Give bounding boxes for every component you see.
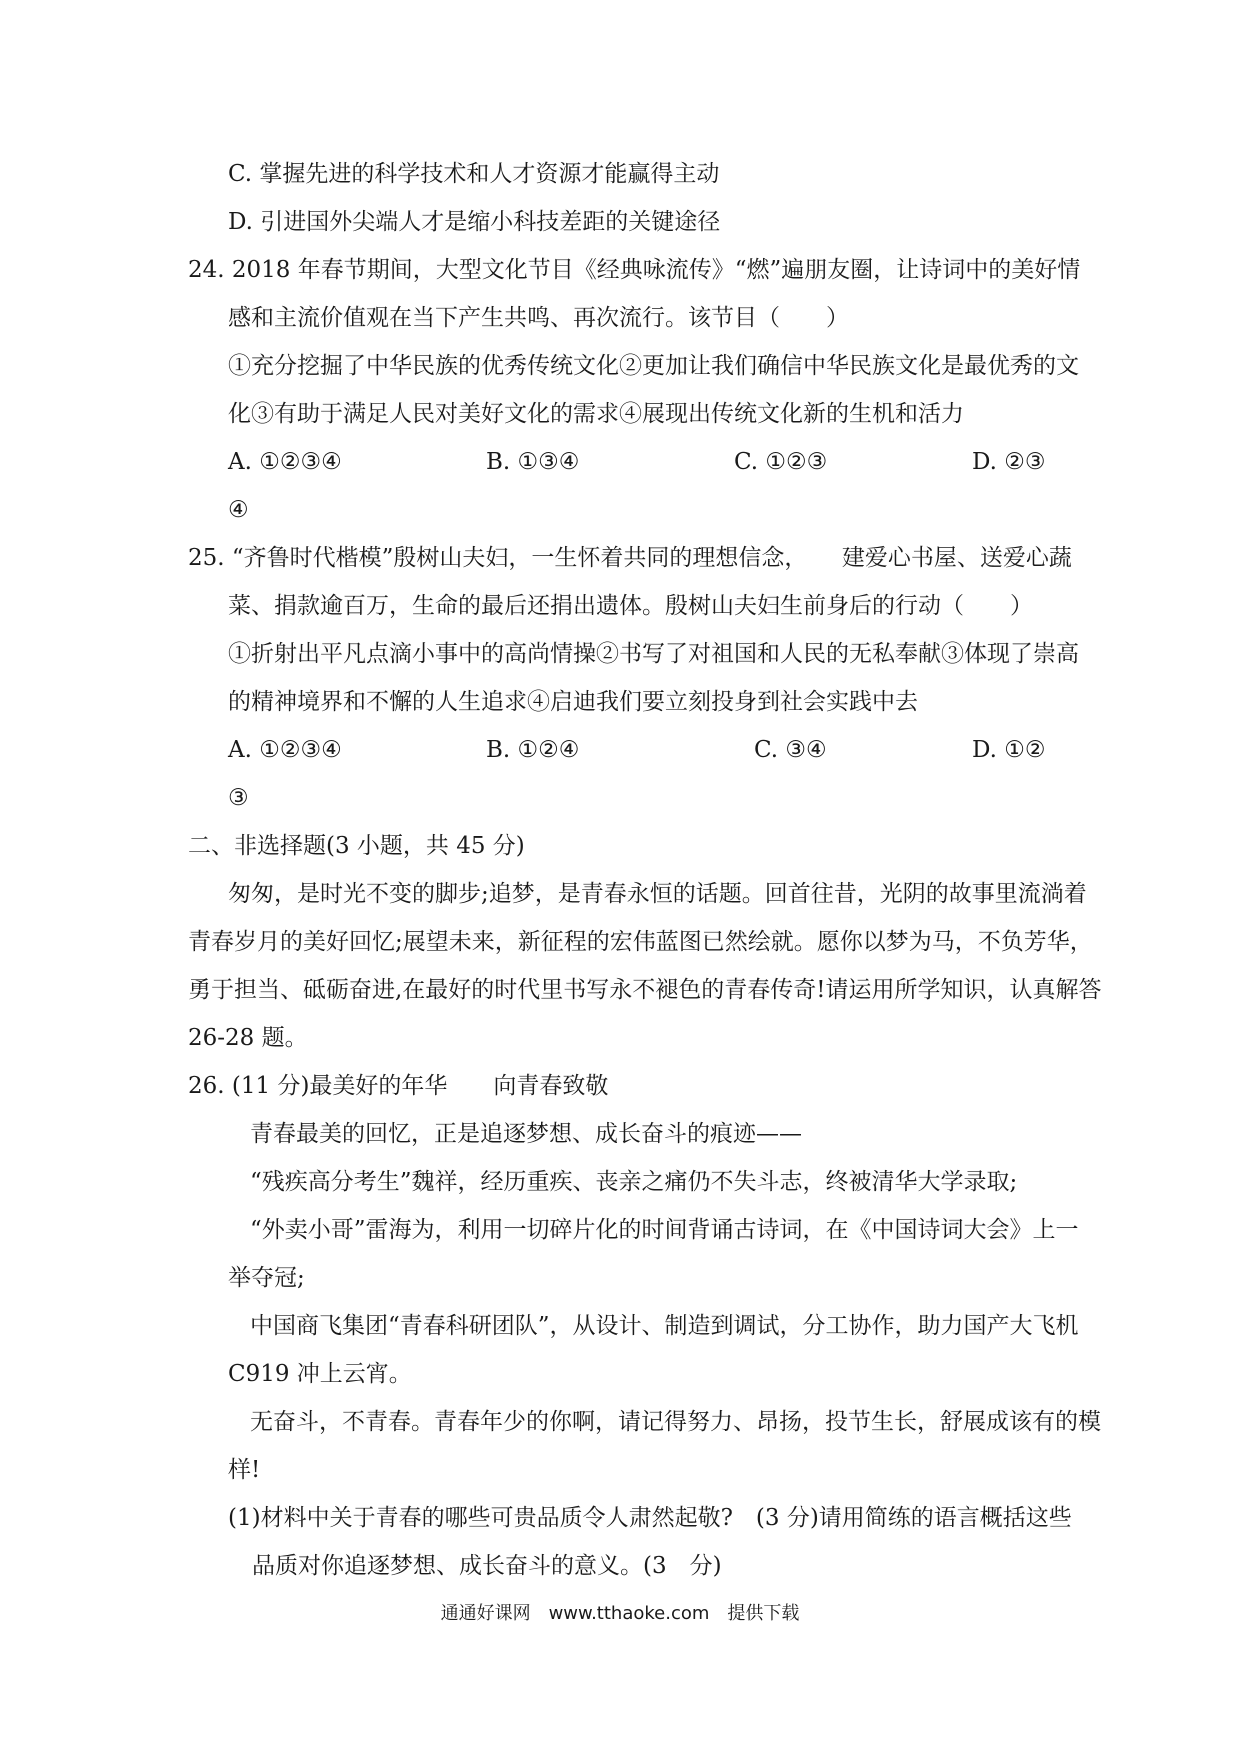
q25-options bbox=[228, 734, 1078, 766]
q25-option-a: A. ①②③④ bbox=[228, 737, 342, 763]
q25-statements-line2: 的精神境界和不懈的人生追求④启迪我们要立刻投身到社会实践中去 bbox=[228, 689, 918, 715]
q26-material-line: 中国商飞集团“青春科研团队”，从设计、制造到调试，分工协作，助力国产大飞机 bbox=[250, 1313, 1079, 1339]
q24-stem-line2: 感和主流价值观在当下产生共鸣、再次流行。该节目（ ） bbox=[228, 305, 849, 331]
q25-option-c: C. ③④ bbox=[754, 737, 827, 763]
q24-option-c: C. ①②③ bbox=[734, 449, 828, 475]
q23-option-c: C. 掌握先进的科学技术和人才资源才能赢得主动 bbox=[228, 161, 720, 187]
q24-statements-line2: 化③有助于满足人民对美好文化的需求④展现出传统文化新的生机和活力 bbox=[228, 401, 964, 427]
q24-option-d-wrap: ④ bbox=[228, 497, 249, 523]
q24-option-a: A. ①②③④ bbox=[228, 449, 342, 475]
q26-material-line: “残疾高分考生”魏祥，经历重疾、丧亲之痛仍不失斗志，终被清华大学录取; bbox=[250, 1169, 1018, 1195]
intro-line-4: 26-28 题。 bbox=[188, 1025, 308, 1051]
q25-stem-line2: 菜、捐款逾百万，生命的最后还捐出遗体。殷树山夫妇生前身后的行动（ ） bbox=[228, 593, 1033, 619]
q26-material-line: 举夺冠; bbox=[228, 1265, 305, 1291]
q25-statements-line1: ①折射出平凡点滴小事中的高尚情操②书写了对祖国和人民的无私奉献③体现了崇高 bbox=[228, 641, 1079, 667]
q26-subquestion-1: (1)材料中关于青春的哪些可贵品质令人肃然起敬? (3 分)请用简练的语言概括这些 bbox=[228, 1505, 1072, 1531]
q26-material-line: C919 冲上云宵。 bbox=[228, 1361, 412, 1387]
q24-option-d: D. ②③ bbox=[972, 449, 1046, 475]
intro-line-2: 青春岁月的美好回忆;展望未来，新征程的宏伟蓝图已然绘就。愿你以梦为马，不负芳华， bbox=[188, 929, 1093, 955]
q26-material-line: 青春最美的回忆，正是追逐梦想、成长奋斗的痕迹—— bbox=[250, 1121, 802, 1147]
footer-download-notice: 通通好课网 www.tthaoke.com 提供下载 bbox=[440, 1603, 800, 1624]
q26-title: 26. (11 分)最美好的年华 向青春致敬 bbox=[188, 1073, 609, 1099]
q25-option-d-wrap: ③ bbox=[228, 785, 249, 811]
q25-stem-line1: 25. “齐鲁时代楷模”殷树山夫妇，一生怀着共同的理想信念， 建爱心书屋、送爱心蔬 bbox=[188, 545, 1072, 571]
q24-option-b: B. ①③④ bbox=[486, 449, 580, 475]
intro-line-1: 匆匆，是时光不变的脚步;追梦，是青春永恒的话题。回首往昔，光阴的故事里流淌着 bbox=[228, 881, 1087, 907]
q24-stem-line1: 24. 2018 年春节期间，大型文化节目《经典咏流传》“燃”遍朋友圈，让诗词中的美好情 bbox=[188, 257, 1081, 283]
q26-material-line: 样! bbox=[228, 1457, 261, 1483]
q25-option-d: D. ①② bbox=[972, 737, 1046, 763]
intro-line-3: 勇于担当、砥砺奋进,在最好的时代里书写永不褪色的青春传奇!请运用所学知识，认真解答 bbox=[188, 977, 1102, 1003]
q26-material-line: 无奋斗，不青春。青春年少的你啊，请记得努力、昂扬，投节生长，舒展成该有的模 bbox=[250, 1409, 1101, 1435]
q25-option-b: B. ①②④ bbox=[486, 737, 580, 763]
q23-option-d: D. 引进国外尖端人才是缩小科技差距的关键途径 bbox=[228, 209, 721, 235]
q26-subquestion-1-cont: 品质对你追逐梦想、成长奋斗的意义。(3 分) bbox=[252, 1553, 722, 1579]
q26-material-line: “外卖小哥”雷海为，利用一切碎片化的时间背诵古诗词，在《中国诗词大会》上一 bbox=[250, 1217, 1079, 1243]
q24-options bbox=[228, 446, 1078, 478]
q24-statements-line1: ①充分挖掘了中华民族的优秀传统文化②更加让我们确信中华民族文化是最优秀的文 bbox=[228, 353, 1079, 379]
section-heading: 二、非选择题(3 小题，共 45 分) bbox=[188, 833, 525, 859]
